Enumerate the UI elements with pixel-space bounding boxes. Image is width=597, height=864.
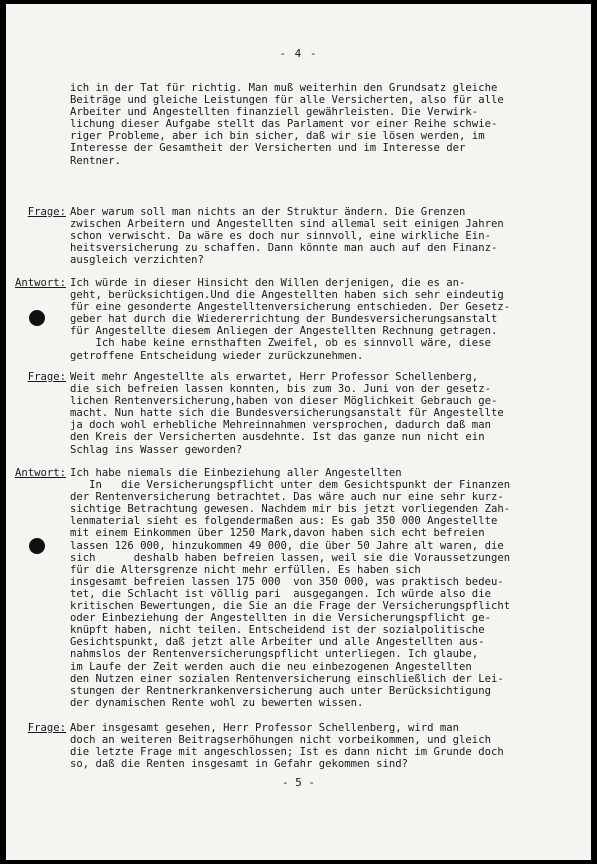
text-line: mit einem Einkommen über 1250 Mark,davon haben sich echt befreien	[70, 527, 485, 540]
text-line: die sich befreien lassen konnten, bis zum 3o. Juni von der gesetz-	[70, 383, 491, 396]
text-line: Interesse der Gesamtheit der Versicherten und im Interesse der	[70, 142, 466, 155]
text-line: lichung dieser Aufgabe stellt das Parlament vor einer Reihe schwie-	[70, 118, 498, 131]
text-line: tet, die Schlacht ist völlig pari ausgegangen. Ich würde also die	[70, 587, 491, 600]
text-line: für Angestellte diesem Anliegen der Angestellten Rechnung getragen.	[70, 325, 498, 338]
page-number: - 4 -	[279, 47, 318, 60]
speaker-label: Frage:	[27, 722, 66, 734]
text-line: Beiträge und gleiche Leistungen für alle Versicherten, also für alle	[70, 94, 504, 107]
next-page-marker: - 5 -	[281, 776, 316, 789]
text-line: so, daß die Renten insgesamt in Gefahr gekommen sind?	[70, 758, 409, 771]
punch-hole-top	[29, 310, 45, 326]
interview-section	[14, 277, 511, 362]
text-line: der dynamischen Rente wohl zu bewerten wissen.	[70, 696, 364, 709]
text-line: Arbeiter und Angestellten finanziell gewährleisten. Die Verwirk-	[70, 106, 479, 119]
interview-section	[27, 371, 504, 456]
text-line: Ich würde in dieser Hinsicht den Willen derjenigen, die es an-	[70, 277, 466, 289]
text-line: Ich habe niemals die Einbeziehung aller Angestellten	[70, 467, 402, 479]
text-line: Gesichtspunkt, daß jetzt alle Arbeiter und alle Angestellten aus-	[70, 636, 485, 649]
text-line: im Laufe der Zeit werden auch die neu einbezogenen Angestellten	[70, 660, 472, 673]
text-line: die letzte Frage mit angeschlossen; Ist es dann nicht im Grunde doch	[70, 746, 504, 759]
text-line: knüpft haben, nicht teilen. Entscheidend ist der sozialpolitische	[70, 624, 485, 637]
text-line: sich deshalb haben befreien lassen, weil sie die Voraussetzungen	[70, 551, 511, 564]
text-line: Ich habe keine ernsthaften Zweifel, ob es sinnvoll wäre, diese	[70, 337, 491, 350]
text-line: macht. Nun hatte sich die Bundesversicherungsanstalt für Angestellte	[70, 407, 504, 420]
text-line: Aber warum soll man nichts an der Struktur ändern. Die Grenzen	[70, 206, 466, 218]
speaker-label: Antwort:	[14, 277, 66, 289]
punch-hole-bottom	[29, 538, 45, 554]
speaker-label: Antwort:	[14, 467, 66, 479]
interview-section	[27, 206, 504, 267]
text-line: riger Probleme, aber ich bin sicher, daß wir sie lösen werden, im	[70, 130, 485, 143]
text-line: lenmaterial sieht es folgendermaßen aus: Es gab 350 000 Angestellte	[70, 515, 498, 528]
text-line: lichen Rentenversicherung,haben von dieser Möglichkeit Gebrauch ge-	[70, 395, 498, 408]
text-line: ja doch wohl erhebliche Mehreinnahmen versprochen, dadurch daß man	[70, 419, 491, 432]
text-line: ich in der Tat für richtig. Man muß weiterhin den Grundsatz gleiche	[70, 82, 498, 94]
document-page	[6, 4, 591, 860]
continued-paragraph	[70, 82, 504, 167]
text-line: Schlag ins Wasser geworden?	[70, 443, 243, 456]
interview-section	[27, 722, 504, 771]
text-line: den Kreis der Versicherten ausdehnte. Ist das ganze nun nicht ein	[70, 431, 485, 444]
text-line: geht, berücksichtigen.Und die Angestellten haben sich sehr eindeutig	[70, 289, 504, 302]
text-line: nahmslos der Rentenversicherungspflicht unterliegen. Ich glaube,	[70, 648, 479, 661]
text-line: oder Einbeziehung der Angestellten in die Versicherungspflicht ge-	[70, 612, 491, 625]
text-line: zwischen Arbeitern und Angestellten sind allemal seit einigen Jahren	[70, 218, 504, 231]
text-line: den Nutzen einer sozialen Rentenversicherung einschließlich der Lei-	[70, 672, 504, 685]
text-line: heitsversicherung zu schaffen. Dann könnte man auch auf den Finanz-	[70, 242, 498, 255]
text-line: getroffene Entscheidung wieder zurückzunehmen.	[70, 349, 364, 362]
text-line: geber hat durch die Wiedererrichtung der Bundesversicherungsanstalt	[70, 313, 498, 326]
text-line: insgesamt befreien lassen 175 000 von 350 000, was praktisch bedeu-	[70, 575, 504, 588]
text-line: Rentner.	[70, 154, 122, 167]
text-line: der Rentenversicherung betrachtet. Das wäre auch nur eine sehr kurz-	[70, 491, 504, 504]
text-line: In die Versicherungspflicht unter dem Gesichtspunkt der Finanzen	[70, 479, 511, 492]
text-line: kritischen Bewertungen, die Sie an die Frage der Versicherungspflicht	[70, 600, 511, 613]
text-line: Weit mehr Angestellte als erwartet, Herr Professor Schellenberg,	[70, 371, 479, 383]
interview-section	[14, 467, 511, 709]
text-line: sichtige Betrachtung gewesen. Nachdem mir bis jetzt vorliegenden Zah-	[70, 503, 511, 516]
text-line: doch an weiteren Beitragserhöhungen nicht vorbeikommen, und gleich	[70, 734, 491, 747]
text-line: für eine gesonderte Angestelltenversicherung entschieden. Der Gesetz-	[70, 301, 511, 314]
text-line: lassen 126 000, hinzukommen 49 000, die über 50 Jahre alt waren, die	[70, 539, 504, 552]
text-line: stungen der Rentnerkrankenversicherung auch unter Berücksichtigung	[70, 684, 491, 697]
text-line: ausgleich verzichten?	[70, 254, 204, 267]
text-line: Aber insgesamt gesehen, Herr Professor Schellenberg, wird man	[70, 722, 460, 734]
speaker-label: Frage:	[27, 371, 66, 383]
text-line: schon verwischt. Da wäre es doch nur sinnvoll, eine wirkliche Ein-	[70, 230, 491, 243]
speaker-label: Frage:	[27, 206, 66, 218]
text-line: für die Altersgrenze nicht mehr erfüllen. Es haben sich	[70, 563, 421, 576]
